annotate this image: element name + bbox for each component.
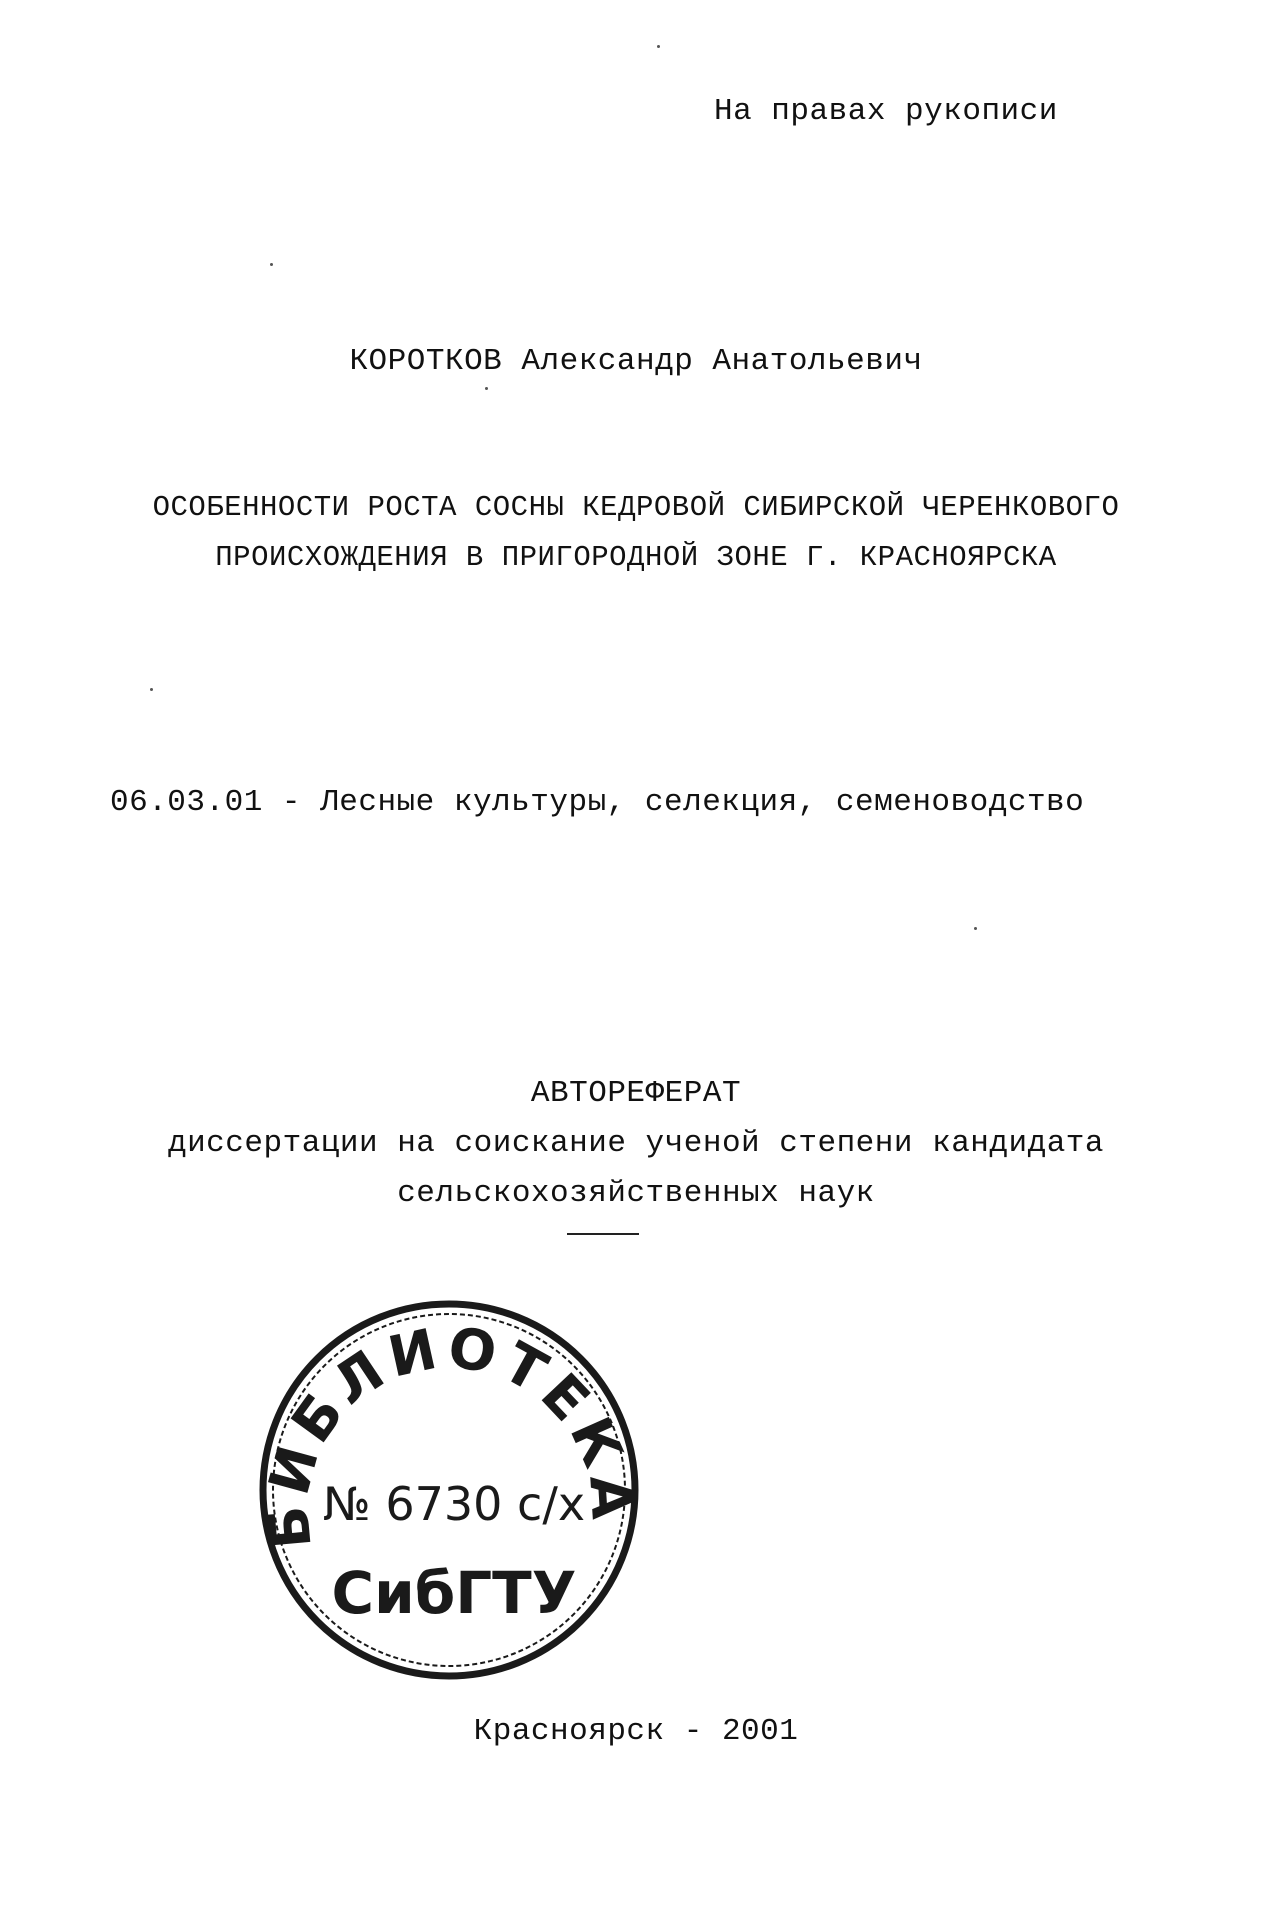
title-line-2: ПРОИСХОЖДЕНИЯ В ПРИГОРОДНОЙ ЗОНЕ Г. КРАСНОЯРСКА [215,541,1057,574]
degree-line-2: сельскохозяйственных наук [397,1176,875,1211]
scan-speck [657,45,660,48]
scan-speck [270,263,273,266]
specialty-code: 06.03.01 - Лесные культуры, селекция, семеноводство [110,785,1085,820]
stamp-institution: СибГТУ [331,1559,577,1627]
scan-speck [150,688,153,691]
degree-line-1: диссертации на соискание ученой степени кандидата [167,1126,1105,1161]
library-stamp [254,1295,644,1685]
city-year: Красноярск - 2001 [473,1714,799,1749]
stamp-number: № 6730 с/х [322,1477,586,1531]
title-line-1: ОСОБЕННОСТИ РОСТА СОСНЫ КЕДРОВОЙ СИБИРСКОЙ ЧЕРЕНКОВОГО [152,491,1120,524]
scan-speck [974,927,977,930]
stamp-ring-text: БИБЛИОТЕКА [255,1315,644,1552]
scan-speck [485,387,488,390]
rights-note: На правах рукописи [714,94,1058,129]
author-name: КОРОТКОВ Александр Анатольевич [349,344,923,379]
abstract-heading: АВТОРЕФЕРАТ [530,1076,742,1111]
divider [567,1233,639,1235]
